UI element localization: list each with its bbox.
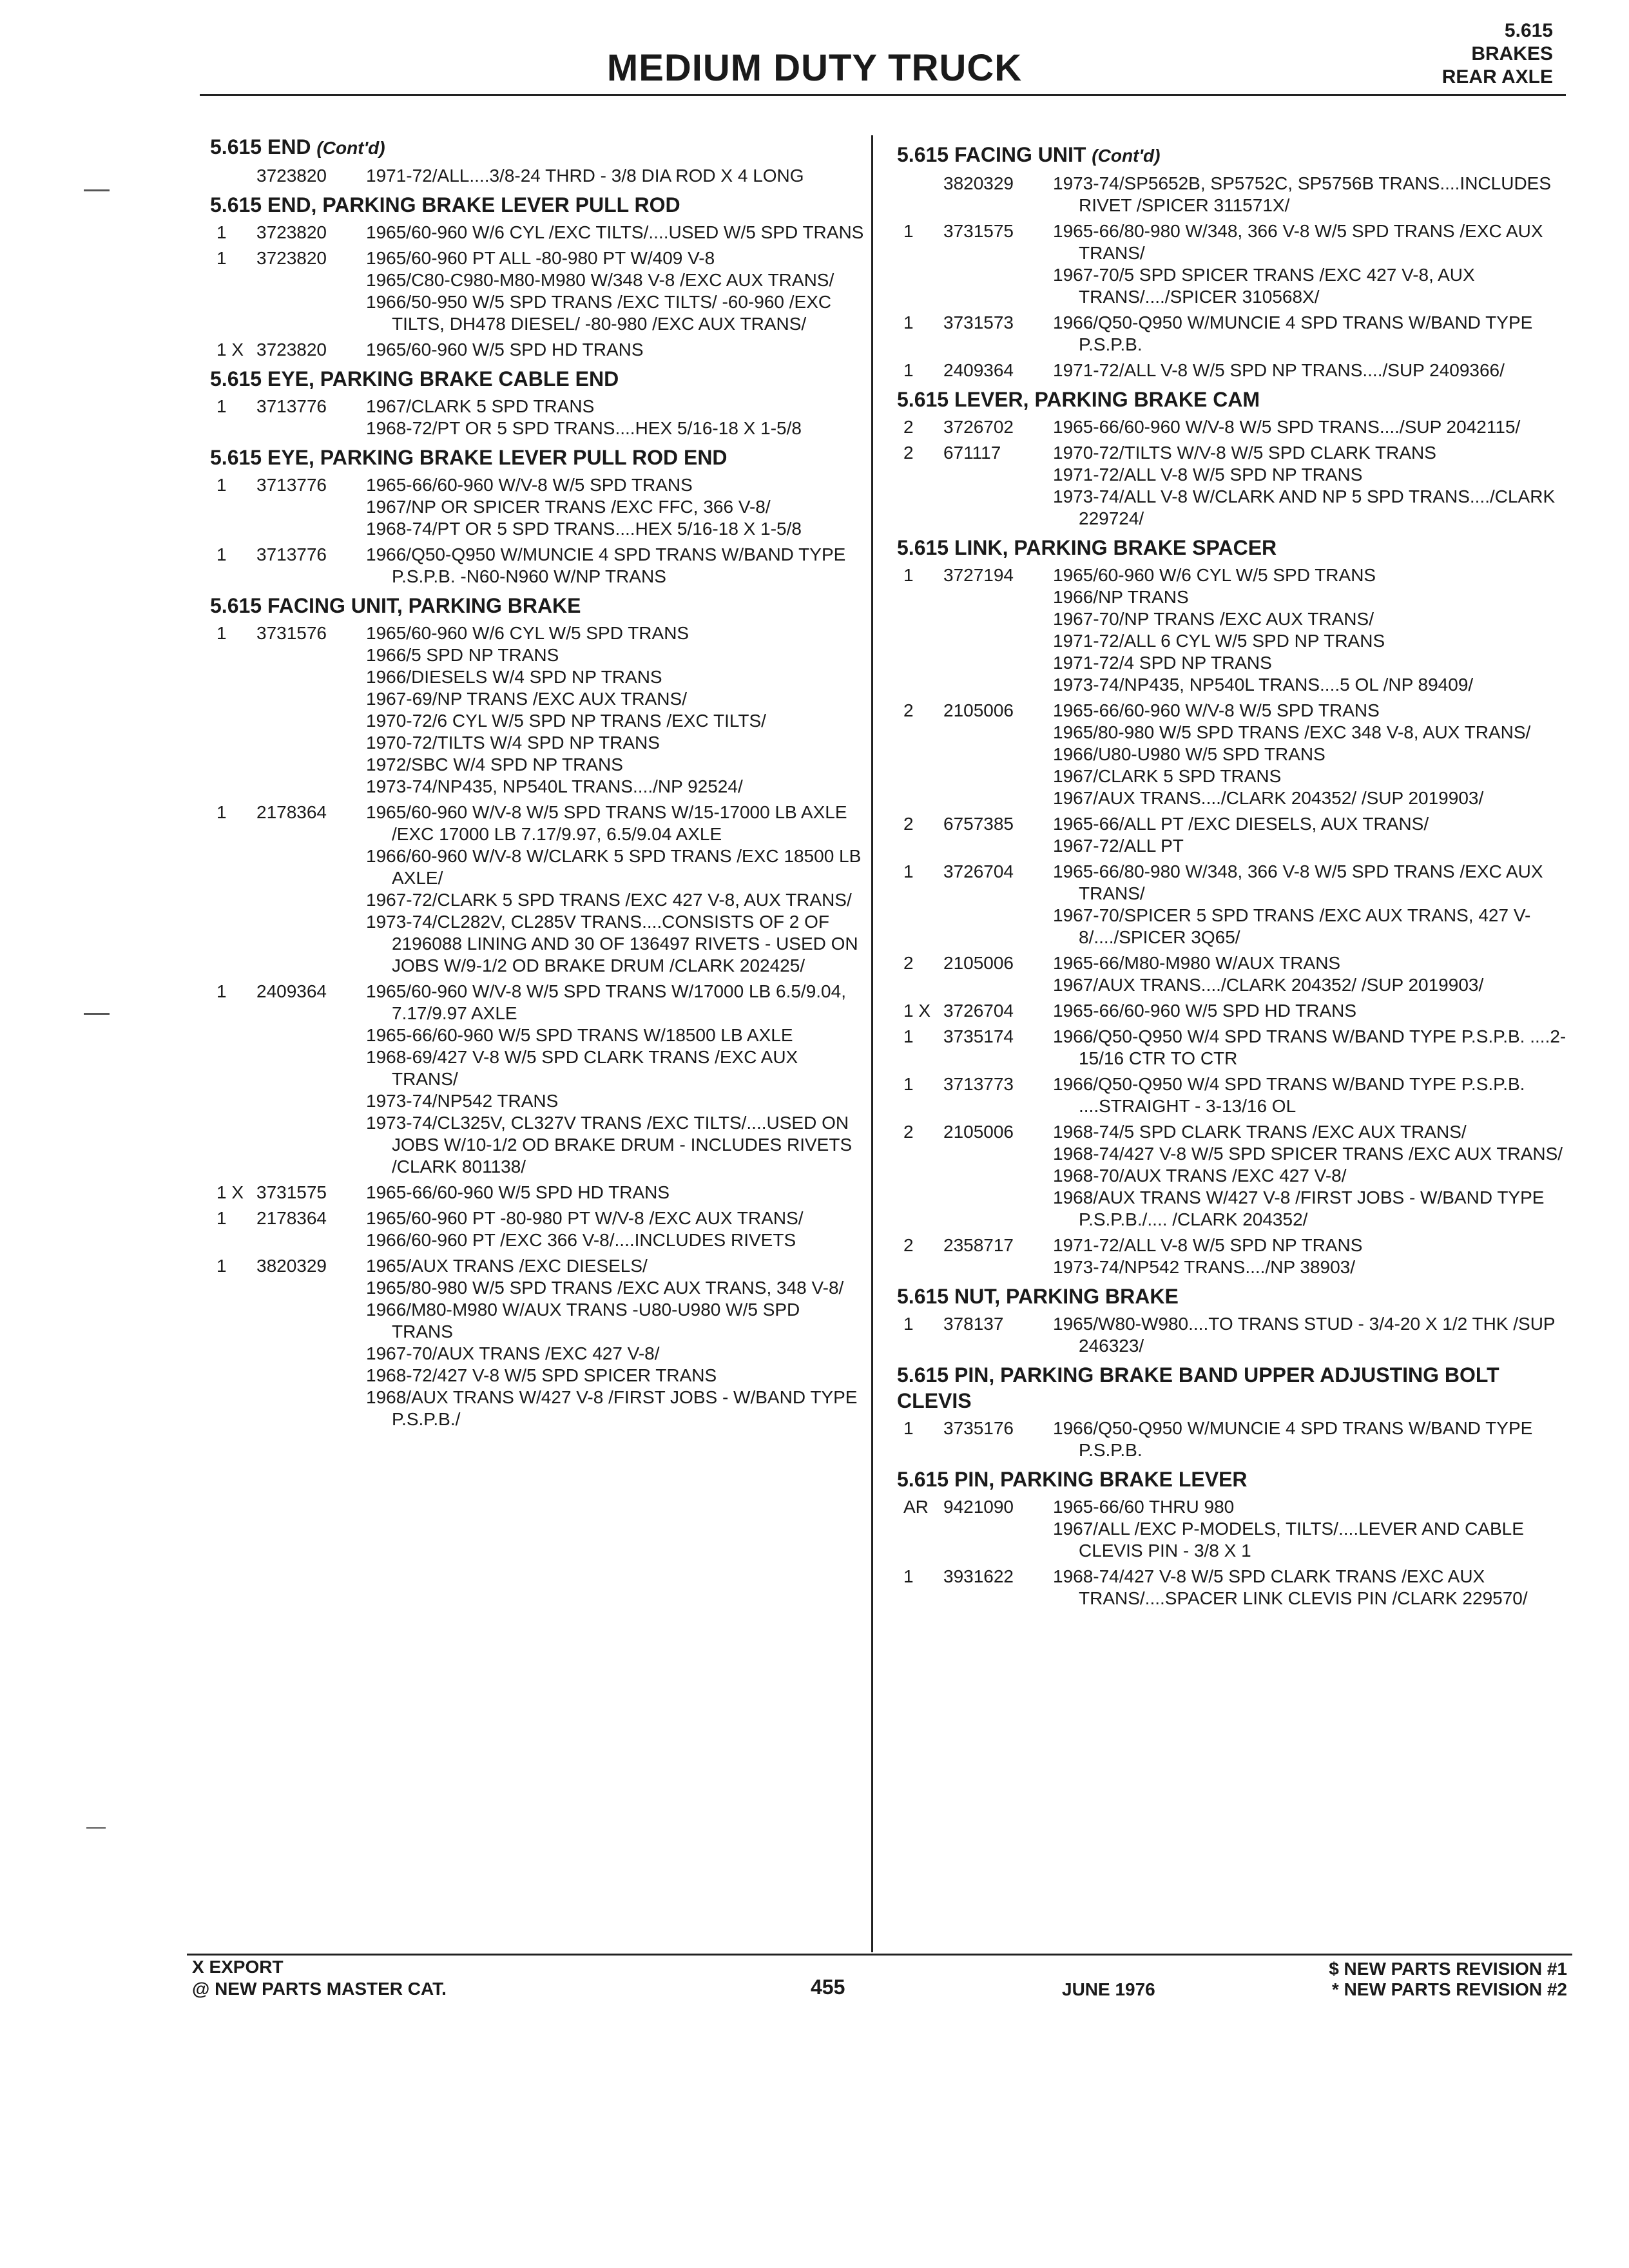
header-divider bbox=[200, 94, 1566, 96]
part-description bbox=[366, 1255, 864, 1430]
part-entry bbox=[903, 861, 1570, 948]
part-quantity: 1 bbox=[217, 248, 227, 268]
right-column bbox=[884, 142, 1570, 1613]
application-line: 1967-72/CLARK 5 SPD TRANS /EXC 427 V-8, AUX TRANS/ bbox=[366, 890, 852, 910]
part-entry bbox=[903, 1496, 1570, 1562]
part-number: 2409364 bbox=[256, 981, 327, 1001]
footer-divider bbox=[187, 1954, 1572, 1956]
part-entry bbox=[217, 622, 864, 798]
application-line: 1966/NP TRANS bbox=[1053, 587, 1189, 607]
application-line: 1965-66/60 THRU 980 bbox=[1053, 1497, 1235, 1517]
part-quantity: 1 bbox=[217, 222, 227, 242]
application-line: 1966/Q50-Q950 W/MUNCIE 4 SPD TRANS W/BAND TYPE P.S.P.B. bbox=[1053, 312, 1533, 354]
part-description bbox=[366, 544, 864, 588]
part-description bbox=[366, 474, 864, 540]
part-description bbox=[1053, 1313, 1570, 1357]
part-number: 9421090 bbox=[943, 1497, 1014, 1517]
application-line: 1965/60-960 W/V-8 W/5 SPD TRANS W/15-17000 LB AXLE /EXC 17000 LB 7.17/9.97, 6.5/9.04 AXLE bbox=[366, 802, 847, 844]
section-heading bbox=[897, 535, 1570, 561]
part-entry bbox=[217, 247, 864, 335]
part-description bbox=[1053, 1073, 1570, 1117]
part-number: 2358717 bbox=[943, 1235, 1014, 1255]
application-line: 1965-66/80-980 W/348, 366 V-8 W/5 SPD TRANS /EXC AUX TRANS/ bbox=[1053, 221, 1543, 263]
part-quantity: 1 bbox=[217, 1256, 227, 1276]
part-number: 3731573 bbox=[943, 312, 1014, 332]
application-line: 1968-74/5 SPD CLARK TRANS /EXC AUX TRANS/ bbox=[1053, 1122, 1467, 1142]
part-description bbox=[366, 165, 864, 187]
part-entry bbox=[903, 1313, 1570, 1357]
part-quantity: 2 bbox=[903, 814, 914, 834]
application-line: 1965-66/60-960 W/V-8 W/5 SPD TRANS bbox=[366, 475, 693, 495]
part-description bbox=[1053, 1496, 1570, 1562]
section-title: 5.615 PIN, PARKING BRAKE BAND UPPER ADJUSTING BOLT CLEVIS bbox=[897, 1363, 1499, 1412]
part-quantity bbox=[217, 165, 256, 187]
application-line: 1971-72/ALL 6 CYL W/5 SPD NP TRANS bbox=[1053, 631, 1385, 651]
section-heading bbox=[897, 1466, 1570, 1492]
section-heading bbox=[210, 134, 864, 161]
application-line: 1966/5 SPD NP TRANS bbox=[366, 645, 559, 665]
application-line: 1973-74/ALL V-8 W/CLARK AND NP 5 SPD TRANS..../CLARK 229724/ bbox=[1053, 486, 1556, 528]
section-title: 5.615 LEVER, PARKING BRAKE CAM bbox=[897, 388, 1260, 411]
section-title: 5.615 END bbox=[210, 135, 311, 159]
application-line: 1967/CLARK 5 SPD TRANS bbox=[366, 396, 595, 416]
application-line: 1973-74/NP435, NP540L TRANS..../NP 92524/ bbox=[366, 776, 743, 796]
part-quantity: 1 bbox=[217, 802, 227, 822]
part-entry bbox=[217, 1255, 864, 1430]
part-description bbox=[1053, 861, 1570, 948]
application-line: 1971-72/ALL V-8 W/5 SPD NP TRANS..../SUP 2409366/ bbox=[1053, 360, 1505, 380]
export-note: X EXPORT bbox=[192, 1957, 284, 1977]
application-line: 1965-66/80-980 W/348, 366 V-8 W/5 SPD TRANS /EXC AUX TRANS/ bbox=[1053, 861, 1543, 903]
application-line: 1965/60-960 PT -80-980 PT W/V-8 /EXC AUX TRANS/ bbox=[366, 1208, 804, 1228]
part-description bbox=[366, 1207, 864, 1251]
application-line: 1965/80-980 W/5 SPD TRANS /EXC 348 V-8, AUX TRANS/ bbox=[1053, 722, 1531, 742]
part-number: 3723820 bbox=[256, 166, 327, 186]
section-heading bbox=[897, 387, 1570, 412]
application-line: 1967-72/ALL PT bbox=[1053, 836, 1184, 856]
application-line: 1973-74/CL282V, CL285V TRANS....CONSISTS OF 2 OF 2196088 LINING AND 30 OF 136497 RIVETS - USED ON JOBS W/9-1/2 OD BRAKE DRUM /CLARK 202425/ bbox=[366, 912, 858, 975]
application-line: 1966/M80-M980 W/AUX TRANS -U80-U980 W/5 SPD TRANS bbox=[366, 1300, 800, 1341]
application-line: 1970-72/6 CYL W/5 SPD NP TRANS /EXC TILTS/ bbox=[366, 711, 766, 731]
part-number: 3731575 bbox=[256, 1182, 327, 1202]
part-number: 2105006 bbox=[943, 1122, 1014, 1142]
part-quantity: 2 bbox=[903, 1122, 914, 1142]
application-line: 1967-70/SPICER 5 SPD TRANS /EXC AUX TRANS, 427 V-8/..../SPICER 3Q65/ bbox=[1053, 905, 1531, 947]
part-quantity: 1 bbox=[903, 312, 914, 332]
publication-date: JUNE 1976 bbox=[1062, 1979, 1155, 1999]
part-entry bbox=[903, 442, 1570, 530]
application-line: 1966/U80-U980 W/5 SPD TRANS bbox=[1053, 744, 1325, 764]
part-number: 3735174 bbox=[943, 1026, 1014, 1046]
application-line: 1968-69/427 V-8 W/5 SPD CLARK TRANS /EXC AUX TRANS/ bbox=[366, 1047, 798, 1089]
application-line: 1965/C80-C980-M80-M980 W/348 V-8 /EXC AUX TRANS/ bbox=[366, 270, 834, 290]
part-number: 3731575 bbox=[943, 221, 1014, 241]
application-line: 1971-72/ALL....3/8-24 THRD - 3/8 DIA ROD X 4 LONG bbox=[366, 166, 804, 186]
application-line: 1968/AUX TRANS W/427 V-8 /FIRST JOBS - W/BAND TYPE P.S.P.B./ bbox=[366, 1387, 858, 1429]
part-number: 3726704 bbox=[943, 1001, 1014, 1021]
revision-2-note: * NEW PARTS REVISION #2 bbox=[1331, 1979, 1567, 1999]
part-number: 2178364 bbox=[256, 802, 327, 822]
part-description bbox=[1053, 813, 1570, 857]
part-number: 2105006 bbox=[943, 700, 1014, 720]
continued-label: (Cont'd) bbox=[316, 138, 385, 158]
page-title: MEDIUM DUTY TRUCK bbox=[606, 47, 1023, 89]
application-line: 1968-72/PT OR 5 SPD TRANS....HEX 5/16-18 X 1-5/8 bbox=[366, 418, 802, 438]
application-line: 1965/60-960 W/6 CYL W/5 SPD TRANS bbox=[1053, 565, 1376, 585]
application-line: 1973-74/NP542 TRANS..../NP 38903/ bbox=[1053, 1257, 1356, 1277]
part-number: 3713776 bbox=[256, 475, 327, 495]
part-description bbox=[1053, 700, 1570, 809]
part-description bbox=[366, 396, 864, 439]
part-description bbox=[366, 247, 864, 335]
application-line: 1966/Q50-Q950 W/MUNCIE 4 SPD TRANS W/BAND TYPE P.S.P.B. -N60-N960 W/NP TRANS bbox=[366, 544, 846, 586]
part-number: 2178364 bbox=[256, 1208, 327, 1228]
section-heading bbox=[210, 445, 864, 470]
part-entry bbox=[903, 312, 1570, 356]
part-description bbox=[366, 339, 864, 361]
part-number: 3820329 bbox=[943, 173, 1014, 193]
part-entry bbox=[903, 1073, 1570, 1117]
application-line: 1970-72/TILTS W/4 SPD NP TRANS bbox=[366, 733, 660, 753]
application-line: 1966/Q50-Q950 W/4 SPD TRANS W/BAND TYPE P.S.P.B. ....STRAIGHT - 3-13/16 OL bbox=[1053, 1074, 1525, 1116]
application-line: 1967/CLARK 5 SPD TRANS bbox=[1053, 766, 1282, 786]
margin-mark bbox=[84, 189, 110, 191]
part-number: 3726704 bbox=[943, 861, 1014, 881]
application-line: 1968-74/427 V-8 W/5 SPD CLARK TRANS /EXC AUX TRANS/....SPACER LINK CLEVIS PIN /CLARK 229570/ bbox=[1053, 1566, 1528, 1608]
part-description bbox=[1053, 1235, 1570, 1278]
part-quantity: 1 bbox=[903, 1074, 914, 1094]
application-line: 1967/ALL /EXC P-MODELS, TILTS/....LEVER AND CABLE CLEVIS PIN - 3/8 X 1 bbox=[1053, 1519, 1524, 1561]
section-heading bbox=[210, 366, 864, 392]
part-description bbox=[1053, 442, 1570, 530]
part-quantity: 1 bbox=[903, 1566, 914, 1586]
application-line: 1965/60-960 W/5 SPD HD TRANS bbox=[366, 340, 644, 360]
application-line: 1968-74/PT OR 5 SPD TRANS....HEX 5/16-18 X 1-5/8 bbox=[366, 519, 802, 539]
column-divider bbox=[871, 135, 873, 1952]
application-line: 1965-66/60-960 W/5 SPD TRANS W/18500 LB AXLE bbox=[366, 1025, 793, 1045]
part-quantity: 1 bbox=[217, 475, 227, 495]
part-entry bbox=[903, 1235, 1570, 1278]
application-line: 1965-66/60-960 W/5 SPD HD TRANS bbox=[1053, 1001, 1357, 1021]
part-quantity: 1 bbox=[903, 1314, 914, 1334]
part-description bbox=[366, 222, 864, 244]
revision-1-note: $ NEW PARTS REVISION #1 bbox=[1329, 1959, 1567, 1979]
part-entry bbox=[217, 544, 864, 588]
part-entry bbox=[903, 1566, 1570, 1610]
application-line: 1967-70/5 SPD SPICER TRANS /EXC 427 V-8, AUX TRANS/..../SPICER 310568X/ bbox=[1053, 265, 1475, 307]
part-quantity: 1 bbox=[903, 360, 914, 380]
application-line: 1967/AUX TRANS..../CLARK 204352/ /SUP 2019903/ bbox=[1053, 788, 1484, 808]
application-line: 1965-66/60-960 W/5 SPD HD TRANS bbox=[366, 1182, 670, 1202]
part-quantity: 1 bbox=[217, 623, 227, 643]
part-number: 671117 bbox=[943, 443, 1001, 463]
part-entry bbox=[903, 1000, 1570, 1022]
section-heading bbox=[210, 192, 864, 218]
application-line: 1966/60-960 PT /EXC 366 V-8/....INCLUDES RIVETS bbox=[366, 1230, 796, 1250]
part-entry bbox=[217, 1182, 864, 1204]
part-quantity: 1 bbox=[903, 1418, 914, 1438]
part-number: 2409364 bbox=[943, 360, 1014, 380]
section-heading bbox=[897, 1283, 1570, 1309]
continued-label: (Cont'd) bbox=[1092, 146, 1161, 166]
application-line: 1967/AUX TRANS..../CLARK 204352/ /SUP 2019903/ bbox=[1053, 975, 1484, 995]
part-description bbox=[366, 622, 864, 798]
part-entry bbox=[217, 222, 864, 244]
part-description bbox=[366, 1182, 864, 1204]
application-line: 1965/60-960 W/6 CYL /EXC TILTS/....USED W/5 SPD TRANS bbox=[366, 222, 864, 242]
part-number: 6757385 bbox=[943, 814, 1014, 834]
part-entry bbox=[903, 813, 1570, 857]
part-number: 3735176 bbox=[943, 1418, 1014, 1438]
part-entry bbox=[903, 360, 1570, 381]
left-column bbox=[197, 134, 864, 1434]
part-number: 3931622 bbox=[943, 1566, 1014, 1586]
application-line: 1965-66/60-960 W/V-8 W/5 SPD TRANS bbox=[1053, 700, 1380, 720]
part-description bbox=[1053, 564, 1570, 696]
section-title: 5.615 EYE, PARKING BRAKE CABLE END bbox=[210, 367, 619, 390]
section-title: 5.615 FACING UNIT, PARKING BRAKE bbox=[210, 594, 581, 617]
application-line: 1965/80-980 W/5 SPD TRANS /EXC AUX TRANS, 348 V-8/ bbox=[366, 1278, 844, 1298]
application-line: 1965/W80-W980....TO TRANS STUD - 3/4-20 X 1/2 THK /SUP 246323/ bbox=[1053, 1314, 1556, 1356]
part-number: 3820329 bbox=[256, 1256, 327, 1276]
section-code: 5.615 bbox=[1504, 20, 1553, 41]
part-description bbox=[1053, 220, 1570, 308]
application-line: 1965/AUX TRANS /EXC DIESELS/ bbox=[366, 1256, 648, 1276]
part-number: 3727194 bbox=[943, 565, 1014, 585]
part-entry bbox=[903, 952, 1570, 996]
application-line: 1973-74/NP542 TRANS bbox=[366, 1091, 559, 1111]
section-heading bbox=[210, 593, 864, 619]
part-entry bbox=[217, 339, 864, 361]
application-line: 1967/NP OR SPICER TRANS /EXC FFC, 366 V-8/ bbox=[366, 497, 771, 517]
part-description bbox=[1053, 360, 1570, 381]
section-title: 5.615 LINK, PARKING BRAKE SPACER bbox=[897, 536, 1277, 559]
application-line: 1968-72/427 V-8 W/5 SPD SPICER TRANS bbox=[366, 1365, 717, 1385]
section-title: 5.615 PIN, PARKING BRAKE LEVER bbox=[897, 1468, 1248, 1491]
margin-mark bbox=[86, 1827, 106, 1829]
application-line: 1965/60-960 W/V-8 W/5 SPD TRANS W/17000 LB 6.5/9.04, 7.17/9.97 AXLE bbox=[366, 981, 846, 1023]
section-heading bbox=[897, 142, 1570, 169]
part-quantity: 1 bbox=[217, 981, 227, 1001]
part-description bbox=[1053, 1026, 1570, 1070]
part-number: 3726702 bbox=[943, 417, 1014, 437]
part-number: 2105006 bbox=[943, 953, 1014, 973]
application-line: 1966/Q50-Q950 W/MUNCIE 4 SPD TRANS W/BAND TYPE P.S.P.B. bbox=[1053, 1418, 1533, 1460]
section-title: 5.615 END, PARKING BRAKE LEVER PULL ROD bbox=[210, 193, 680, 216]
part-description bbox=[366, 802, 864, 977]
footer-notes bbox=[192, 1956, 447, 2000]
part-quantity: AR bbox=[903, 1497, 929, 1517]
part-description bbox=[1053, 1418, 1570, 1461]
part-entry bbox=[903, 220, 1570, 308]
application-line: 1968/AUX TRANS W/427 V-8 /FIRST JOBS - W/BAND TYPE P.S.P.B./.... /CLARK 204352/ bbox=[1053, 1187, 1545, 1229]
application-line: 1968-74/427 V-8 W/5 SPD SPICER TRANS /EXC AUX TRANS/ bbox=[1053, 1144, 1563, 1164]
part-entry bbox=[903, 1121, 1570, 1231]
application-line: 1973-74/NP435, NP540L TRANS....5 OL /NP 89409/ bbox=[1053, 675, 1474, 695]
part-number: 3713773 bbox=[943, 1074, 1014, 1094]
catalog-note: @ NEW PARTS MASTER CAT. bbox=[192, 1979, 447, 1999]
application-line: 1973-74/CL325V, CL327V TRANS /EXC TILTS/....USED ON JOBS W/10-1/2 OD BRAKE DRUM - INCLUDES RIVETS /CLARK 801138/ bbox=[366, 1113, 853, 1177]
part-number: 3713776 bbox=[256, 396, 327, 416]
part-description bbox=[1053, 1121, 1570, 1231]
application-line: 1965/60-960 PT ALL -80-980 PT W/409 V-8 bbox=[366, 248, 715, 268]
application-line: 1971-72/ALL V-8 W/5 SPD NP TRANS bbox=[1053, 465, 1363, 485]
part-quantity: 1 bbox=[217, 544, 227, 564]
part-entry bbox=[903, 416, 1570, 438]
application-line: 1967-69/NP TRANS /EXC AUX TRANS/ bbox=[366, 689, 687, 709]
section-title: 5.615 EYE, PARKING BRAKE LEVER PULL ROD END bbox=[210, 446, 728, 469]
part-description bbox=[1053, 1000, 1570, 1022]
margin-mark bbox=[84, 1013, 110, 1015]
application-line: 1965-66/ALL PT /EXC DIESELS, AUX TRANS/ bbox=[1053, 814, 1429, 834]
part-quantity: 1 bbox=[903, 221, 914, 241]
application-line: 1968-70/AUX TRANS /EXC 427 V-8/ bbox=[1053, 1166, 1347, 1186]
part-description bbox=[1053, 952, 1570, 996]
part-description bbox=[1053, 312, 1570, 356]
part-quantity: 2 bbox=[903, 1235, 914, 1255]
part-quantity: 1 X bbox=[903, 1001, 931, 1021]
application-line: 1971-72/ALL V-8 W/5 SPD NP TRANS bbox=[1053, 1235, 1363, 1255]
application-line: 1967-70/AUX TRANS /EXC 427 V-8/ bbox=[366, 1343, 660, 1363]
part-quantity: 1 bbox=[903, 1026, 914, 1046]
part-entry bbox=[217, 802, 864, 977]
part-description bbox=[366, 981, 864, 1178]
part-entry bbox=[903, 1026, 1570, 1070]
part-quantity: 2 bbox=[903, 443, 914, 463]
part-description bbox=[1053, 416, 1570, 438]
part-entry bbox=[217, 981, 864, 1178]
part-quantity: 2 bbox=[903, 700, 914, 720]
part-quantity: 1 bbox=[217, 1208, 227, 1228]
part-entry bbox=[903, 173, 1570, 216]
part-number: 3731576 bbox=[256, 623, 327, 643]
part-quantity: 1 bbox=[903, 861, 914, 881]
part-entry bbox=[217, 474, 864, 540]
part-entry bbox=[903, 1418, 1570, 1461]
application-line: 1972/SBC W/4 SPD NP TRANS bbox=[366, 754, 623, 774]
part-quantity: 2 bbox=[903, 417, 914, 437]
application-line: 1966/50-950 W/5 SPD TRANS /EXC TILTS/ -60-960 /EXC TILTS, DH478 DIESEL/ -80-980 /EXC AUX TRANS/ bbox=[366, 292, 832, 334]
section-heading bbox=[897, 1362, 1570, 1414]
section-title: 5.615 FACING UNIT bbox=[897, 143, 1086, 166]
page-number: 455 bbox=[811, 1975, 845, 1999]
part-quantity bbox=[903, 173, 943, 216]
part-quantity: 1 bbox=[903, 565, 914, 585]
section-category: BRAKES bbox=[1471, 43, 1553, 64]
part-entry bbox=[217, 165, 864, 187]
part-number: 3723820 bbox=[256, 248, 327, 268]
application-line: 1966/Q50-Q950 W/4 SPD TRANS W/BAND TYPE P.S.P.B. ....2-15/16 CTR TO CTR bbox=[1053, 1026, 1566, 1068]
part-number: 378137 bbox=[943, 1314, 1004, 1334]
application-line: 1967-70/NP TRANS /EXC AUX TRANS/ bbox=[1053, 609, 1374, 629]
application-line: 1971-72/4 SPD NP TRANS bbox=[1053, 653, 1272, 673]
part-number: 3723820 bbox=[256, 222, 327, 242]
part-description bbox=[1053, 173, 1570, 216]
revision-legend bbox=[1329, 1959, 1567, 2000]
part-number: 3713776 bbox=[256, 544, 327, 564]
application-line: 1965/60-960 W/6 CYL W/5 SPD TRANS bbox=[366, 623, 689, 643]
part-entry bbox=[903, 700, 1570, 809]
part-quantity: 1 X bbox=[217, 340, 244, 360]
application-line: 1966/60-960 W/V-8 W/CLARK 5 SPD TRANS /EXC 18500 LB AXLE/ bbox=[366, 846, 862, 888]
section-subcategory: REAR AXLE bbox=[1441, 66, 1553, 88]
application-line: 1965-66/60-960 W/V-8 W/5 SPD TRANS..../SUP 2042115/ bbox=[1053, 417, 1521, 437]
application-line: 1966/DIESELS W/4 SPD NP TRANS bbox=[366, 667, 662, 687]
application-line: 1965-66/M80-M980 W/AUX TRANS bbox=[1053, 953, 1341, 973]
part-entry bbox=[903, 564, 1570, 696]
section-code-block bbox=[1442, 19, 1553, 89]
part-number: 3723820 bbox=[256, 340, 327, 360]
section-title: 5.615 NUT, PARKING BRAKE bbox=[897, 1285, 1179, 1308]
part-entry bbox=[217, 1207, 864, 1251]
application-line: 1970-72/TILTS W/V-8 W/5 SPD CLARK TRANS bbox=[1053, 443, 1436, 463]
part-quantity: 2 bbox=[903, 953, 914, 973]
application-line: 1973-74/SP5652B, SP5752C, SP5756B TRANS....INCLUDES RIVET /SPICER 311571X/ bbox=[1053, 173, 1552, 215]
part-entry bbox=[217, 396, 864, 439]
part-quantity: 1 X bbox=[217, 1182, 244, 1202]
part-quantity: 1 bbox=[217, 396, 227, 416]
part-description bbox=[1053, 1566, 1570, 1610]
